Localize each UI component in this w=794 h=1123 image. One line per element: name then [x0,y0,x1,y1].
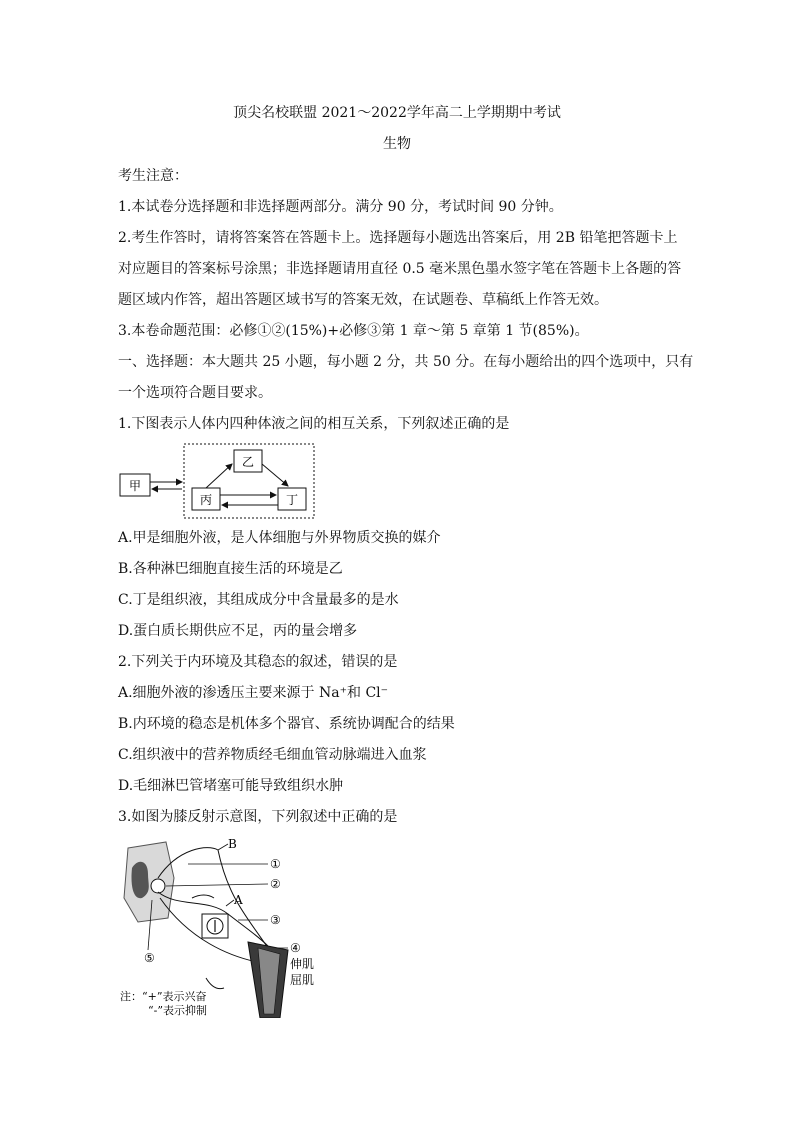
label-flexor: 屈肌 [290,973,315,987]
q1-option-b: B.各种淋巴细胞直接生活的环境是乙 [118,561,343,577]
q1-option-c: C.丁是组织液，其组成成分中含量最多的是水 [118,592,399,608]
ganglion [151,879,165,893]
notice-heading: 考生注意： [118,168,188,184]
q2-option-d: D.毛细淋巴管堵塞可能导致组织水肿 [118,778,344,794]
section-heading: 一、选择题：本大题共 25 小题，每小题 2 分，共 50 分。在每小题给出的四个选项中，只有 [118,354,694,370]
q2-option-c: C.组织液中的营养物质经毛细血管动脉端进入血浆 [118,747,427,763]
label-ding: 丁 [285,493,299,507]
notice-item-3: 3.本卷命题范围：必修①②(15%)+必修③第 1 章～第 5 章第 1 节(85%)。 [118,323,589,339]
label-2: ② [270,877,281,891]
gray-matter [131,862,148,898]
label-3: ③ [270,913,281,927]
question-3-stem: 3.如图为膝反射示意图，下列叙述中正确的是 [118,809,398,825]
label-yi: 乙 [241,455,255,469]
section-heading-cont: 一个选项符合题目要求。 [118,385,272,401]
label-a: A [234,893,243,907]
q1-option-d: D.蛋白质长期供应不足，丙的量会增多 [118,623,358,639]
question-2-stem: 2.下列关于内环境及其稳态的叙述，错误的是 [118,654,398,670]
note-inhibit: “-”表示抑制 [148,1004,207,1017]
notice-item-2: 2.考生作答时，请将答案答在答题卡上。选择题每小题选出答案后，用 2B 铅笔把答题卡上 [118,230,678,246]
q2-option-b: B.内环境的稳态是机体多个器官、系统协调配合的结果 [118,716,455,732]
label-extensor: 伸肌 [290,957,315,971]
label-bing: 丙 [199,493,213,507]
exam-title: 顶尖名校联盟 2021～2022学年高二上学期期中考试 [233,105,561,121]
q1-option-a: A.甲是细胞外液，是人体细胞与外界物质交换的媒介 [118,530,441,546]
question-1-stem: 1.下图表示人体内四种体液之间的相互关系，下列叙述正确的是 [118,416,510,432]
notice-item-2-cont: 对应题目的答案标号涂黑；非选择题请用直径 0.5 毫米黑色墨水签字笔在答题卡上各题的答 [118,261,682,277]
notice-item-1: 1.本试卷分选择题和非选择题两部分。满分 90 分，考试时间 90 分钟。 [118,199,563,215]
notice-item-2-cont2: 题区域内作答，超出答题区域书写的答案无效，在试题卷、草稿纸上作答无效。 [118,292,608,308]
subject-title: 生物 [383,136,411,152]
spinal-cord [124,842,174,922]
q1-fluid-diagram [118,442,318,520]
q2-option-a: A.细胞外液的渗透压主要来源于 Na⁺和 Cl⁻ [118,685,389,701]
label-1: ① [270,857,281,871]
label-jia: 甲 [128,479,142,493]
label-5: ⑤ [144,951,155,965]
label-4: ④ [290,941,301,955]
note-excite: 注：“+”表示兴奋 [120,990,207,1003]
q3-knee-reflex-diagram [118,838,330,1018]
label-b: B [228,838,237,851]
